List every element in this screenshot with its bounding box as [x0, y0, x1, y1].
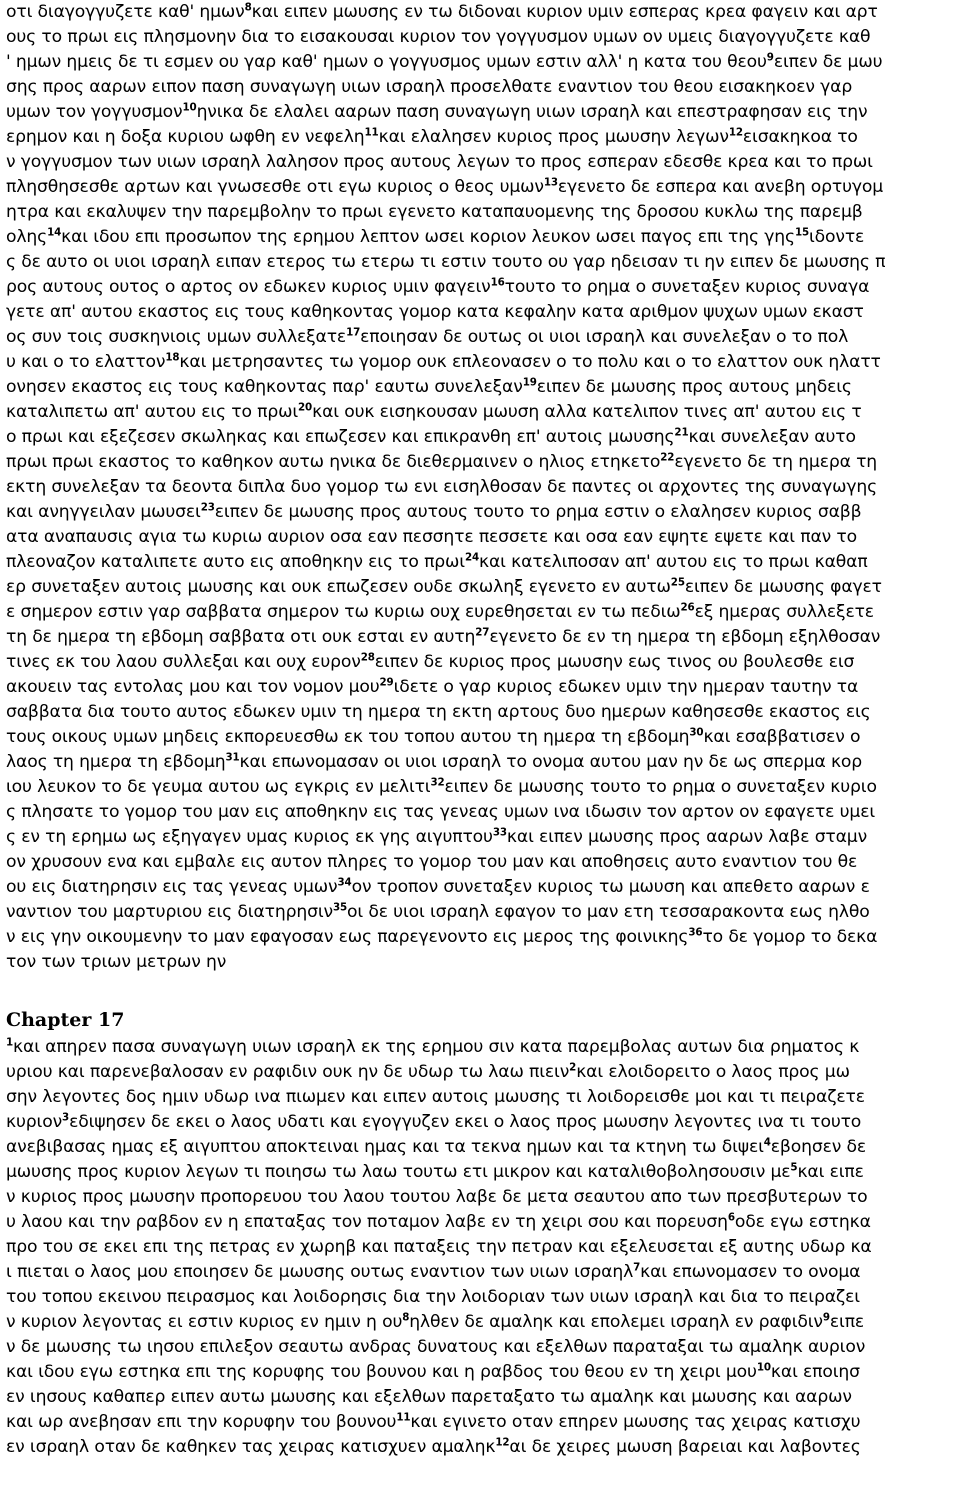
text-line: ου εις διατηρησιν εις τας γενεας υμων$^{34}$ον τροπον συνεταξεν κυριος τω μωυση και απεθετο ααρων ε [6, 876, 870, 897]
text-line: κυριον$^3$εδιψησεν δε εκει ο λαος υδατι και εγογγυζεν εκει ο λαος προς μωυσην λεγοντες ινα τι τουτο [6, 1111, 862, 1132]
text-line: ανεβιβασας ημας εξ αιγυπτου αποκτειναι ημας και τα τεκνα ημων και τα κτηνη τω διψει$^4$εβοησεν δε [6, 1136, 867, 1157]
text-line: ρος αυτους ουτος ο αρτος ον εδωκεν κυριος υμιν φαγειν$^{16}$τουτο το ρημα ο συνεταξεν κυριος συναγα [6, 276, 870, 297]
text-line: εν ιησους καθαπερ ειπεν αυτω μωυσης και εξελθων παρεταξατο τω αμαληκ και μωυσης και ααρων [6, 1387, 852, 1407]
verse-number: 22 [660, 451, 675, 464]
text-line: ος συν τοις συσκηνιοις υμων συλλεξατε$^{17}$εποιησαν δε ουτως οι υιοι ισραηλ και συνελεξαν ο το πολ [6, 326, 849, 347]
text-line: και ωρ ανεβησαν επι την κορυφην του βουνου$^{11}$και εγινετο οταν επηρεν μωυσης τας χειρας κατισχυ [6, 1411, 861, 1432]
text-line: καταλιπετω απ' αυτου εις το πρωι$^{20}$και ουκ εισηκουσαν μωυση αλλα κατελιπον τινες απ' αυτου εις τ [6, 401, 862, 422]
text-line: ακουειν τας εντολας μου και τον νομον μου$^{29}$ιδετε ο γαρ κυριος εδωκεν υμιν την ημεραν ταυτην τα [6, 676, 859, 697]
verse-number: 25 [670, 576, 685, 589]
verse-number: 32 [430, 776, 445, 789]
verse-number: 6 [727, 1211, 735, 1224]
verse-number: 3 [62, 1111, 70, 1124]
verse-number: 17 [346, 326, 361, 339]
text-line: ολης$^{14}$και ιδου επι προσωπον της ερημου λεπτον ωσει κοριον λευκον ωσει παγος επι της γης$^{15}$ιδοντε [6, 226, 865, 247]
verse-number: 9 [822, 1311, 830, 1324]
text-line: σαββατα δια τουτο αυτος εδωκεν υμιν τη ημερα τη εκτη αρτους δυο ημερων καθησεσθε εκαστος εις [6, 702, 871, 722]
chapter-heading: Chapter 17 [6, 1009, 125, 1031]
text-line: ερ συνεταξεν αυτοις μωυσης και ουκ επωζεσεν ουδε σκωληξ εγενετο εν αυτω$^{25}$ειπεν δε μωυσης φαγετ [6, 576, 882, 597]
verse-number: 2 [569, 1061, 577, 1074]
verse-number: 8 [402, 1311, 410, 1324]
verse-number: 11 [396, 1411, 411, 1424]
text-line: ερημον και η δοξα κυριου ωφθη εν νεφελη$^{11}$και ελαλησεν κυριος προς μωυσην λεγων$^{12}$εισακηκοα το [6, 126, 858, 147]
verse-number: 12 [728, 126, 743, 139]
verse-number: 4 [763, 1136, 771, 1149]
text-line: ν κυριον λεγοντας ει εστιν κυριος εν ημιν η $o\upsilon^8\eta\lambda\theta\varepsilon\nu$ δε αμαληκ και επολεμει ισραηλ εν ραφιδιν$^9$ειπε [6, 1311, 865, 1332]
text-line: ν γογγυσμον των υιων ισραηλ λαλησον προς αυτους λεγων το προς εσπεραν εδεσθε κρεα και το πρωι [6, 152, 873, 172]
text-line: του τοπου εκεινου πειρασμος και λοιδορησις δια την λοιδοριαν των υιων ισραηλ και δια το πειραζει [6, 1287, 860, 1307]
verse-number: 29 [379, 676, 394, 689]
text-line: υριου και παρενεβαλοσαν εν ραφιδιν ουκ ην δε υδωρ τω λαω πιειν$^2$και ελοιδορειτο ο λαος προς μω [6, 1061, 850, 1082]
text-line: ν δε μωυσης τω ιησου επιλεξον σεαυτω ανδρας δυνατους και εξελθων παραταξαι τω αμαληκ αυριον [6, 1337, 866, 1357]
verse-number: 1 [6, 1036, 14, 1049]
text-line: ' ημων ημεις δε τι εσμεν ου γαρ καθ' ημων ο γογγυσμος υμων εστιν αλλ' η κατα του θεου$^9$ειπεν δε μωυ [6, 51, 883, 72]
text-line: ον χρυσουν ενα και εμβαλε εις αυτον πληρες το γομορ του μαν και αποθησεις αυτο εναντιον του θε [6, 852, 858, 872]
text-line: ιου λευκον το δε γευμα αυτου ως εγκρις εν μελιτι$^{32}$ειπεν δε μωυσης τουτο το ρημα ο συνεταξεν κυριο [6, 776, 877, 797]
text-line: μωυσης προς κυριον λεγων τι ποιησω τω λαω τουτω ετι μικρον και καταλιθοβολησουσιν $\mu\varepsilon^5\kappa\alpha\iota$ ειπε [6, 1161, 864, 1182]
text-line: υμων τον γογγυσμον$^{10}$ηνικα δε ελαλει ααρων παση συναγωγη υιων ισραηλ και επεστραφησαν εις την [6, 101, 868, 122]
verse-number: 19 [522, 376, 537, 389]
verse-number: 28 [360, 651, 375, 664]
text-line: προ του σε εκει επι της πετρας εν χωρηβ και παταξεις την πετραν και εξελευσεται εξ αυτης υδωρ κα [6, 1237, 872, 1257]
verse-number: 8 [244, 1, 252, 14]
text-line: ο πρωι και εξεζεσεν σκωληκας και επωζεσεν και επικρανθη επ' αυτοις μωυσης$^{21}$και συνελεξαν αυτο [6, 426, 856, 447]
text-line: τον των τριων μετρων ην [6, 952, 227, 972]
verse-number: 14 [47, 226, 62, 239]
verse-number: 18 [165, 351, 180, 364]
verse-number: 20 [298, 401, 313, 414]
text-line: ι πιεται ο λαος μου εποιησεν δε μωυσης ουτως εναντιον των υιων ισραηλ$^7$και επωνομασεν το ονομα [6, 1261, 861, 1282]
text-line: ονησεν εκαστος εις τους καθηκοντας παρ' εαυτω συνελεξαν$^{19}$ειπεν δε μωυσης προς αυτους μηδεις [6, 376, 852, 397]
chapter-17-text [6, 1035, 954, 1460]
text-line: εκτη συνελεξαν τα δεοντα διπλα δυο γομορ τω ενι εισηλθοσαν δε παντες οι αρχοντες της συναγωγης [6, 477, 878, 497]
verse-number: 10 [182, 101, 197, 114]
chapter-16-text [6, 0, 954, 975]
verse-number: 36 [688, 926, 703, 939]
text-line: ναντιον του μαρτυριου εις διατηρησιν$^{35}$οι δε υιοι ισραηλ εφαγον το μαν ετη τεσσαρακοντα εως ηλθο [6, 901, 870, 922]
verse-number: 27 [475, 626, 490, 639]
text-line: γετε απ' αυτου εκαστος εις τους καθηκοντας γομορ κατα κεφαλην κατα αριθμον ψυχων υμων εκαστ [6, 302, 864, 322]
text-line: πλησθησεσθε αρτων και γνωσεσθε οτι εγω κυριος ο θεος υμων$^{13}$εγενετο δε εσπερα και ανεβη ορτυγομ [6, 176, 884, 197]
text-line: σης προς ααρων ειπον παση συναγωγη υιων ισραηλ προσελθατε εναντιον του θεου εισακηκοεν γαρ [6, 77, 853, 97]
verse-number: 5 [790, 1161, 798, 1174]
text-line: ατα αναπαυσις αγια τω κυριω αυριον οσα εαν πεσσητε πεσσετε και οσα εαν εψητε εψετε και παν το [6, 527, 857, 547]
verse-number: 31 [225, 751, 240, 764]
text-line: υ και ο το ελαττον$^{18}$και μετρησαντες τω γομορ ουκ επλεονασεν ο το πολυ και ο το ελαττον ουκ ηλαττ [6, 351, 881, 372]
text-line: πλεοναζον καταλιπετε αυτο εις αποθηκην εις το πρωι$^{24}$και κατελιποσαν απ' αυτου εις το πρωι καθαπ [6, 551, 868, 572]
text-line: ς δε αυτο οι υιοι ισραηλ ειπαν ετερος τω ετερω τι εστιν τουτο ου γαρ ηδεισαν τι ην ειπεν δε μωυσης π [6, 252, 886, 272]
verse-number: 15 [794, 226, 809, 239]
verse-number: 33 [492, 826, 507, 839]
text-line: και ανηγγειλαν μωυσει$^{23}$ειπεν δε μωυσης προς αυτους τουτο το ρημα εστιν ο ελαλησεν κυριος σαββ [6, 501, 862, 522]
verse-number: 16 [490, 276, 505, 289]
text-line: $^1$και απηρεν πασα συναγωγη υιων ισραηλ εκ της ερημου σιν κατα παρεμβολας αυτων δια ρηματος κ [6, 1036, 860, 1057]
text-line: ν κυριος προς μωυσην προπορευου του λαου τουτου λαβε δε μετα σεαυτου απο των πρεσβυτερων το [6, 1187, 868, 1207]
verse-number: 9 [766, 51, 774, 64]
verse-number: 26 [680, 601, 695, 614]
text-line: τινες εκ του λαου συλλεξαι και ουχ ευρον$^{28}$ειπεν δε κυριος προς μωυσην εως τινος ου βουλεσθε εισ [6, 651, 855, 672]
text-line: πρωι πρωι εκαστος το καθηκον αυτω ηνικα δε διεθερμαινεν ο ηλιος ετηκετο$^{22}$εγενετο δε τη ημερα τη [6, 451, 878, 472]
text-line: ους το πρωι εις πλησμονην δια το εισακουσαι κυριον τον γογγυσμον υμων ον υμεις διαγογγυζετε καθ [6, 27, 871, 47]
verse-number: 23 [200, 501, 215, 514]
verse-number: 11 [364, 126, 379, 139]
verse-number: 12 [495, 1436, 510, 1449]
text-line: λαος τη ημερα τη εβδομη$^{31}$και επωνομασαν οι υιοι ισραηλ το ονομα αυτου μαν ην δε ως σπερμα κορ [6, 751, 863, 772]
text-line: εν ισραηλ οταν δε καθηκεν τας χειρας κατισχυεν αμαληκ$^{12}$αι δε χειρες μωυση βαρειαι και λαβοντες [6, 1436, 861, 1457]
text-line: τους οικους υμων μηδεις εκπορευεσθω εκ του τοπου αυτου τη ημερα τη εβδομη$^{30}$και εσαββατισεν ο [6, 726, 861, 747]
text-line: υ λαου και την ραβδον εν η επαταξας τον ποταμον λαβε εν τη χειρι σου και πορευση$^6$οδε εγω εστηκα [6, 1211, 871, 1232]
text-line: ς πλησατε το γομορ του μαν εις αποθηκην εις τας γενεας υμων ινα ιδωσιν τον αρτον ον εφαγετε υμει [6, 802, 876, 822]
verse-number: 21 [674, 426, 689, 439]
text-line: ητρα και εκαλυψεν την παρεμβολην το πρωι εγενετο καταπαυομενης της δροσου κυκλω της παρεμβ [6, 202, 863, 222]
verse-number: 7 [633, 1261, 641, 1274]
verse-number: 35 [332, 901, 347, 914]
verse-number: 30 [689, 726, 704, 739]
text-line: τη δε ημερα τη εβδομη σαββατα οτι ουκ εσται εν αυτη$^{27}$εγενετο δε εν τη ημερα τη εβδομη εξηλθοσαν [6, 626, 881, 647]
text-line: ς εν τη ερημω ως εξηγαγεν υμας κυριος εκ γης αιγυπτου$^{33}$και ειπεν μωυσης προς ααρων λαβε σταμν [6, 826, 868, 847]
verse-number: 13 [543, 176, 558, 189]
verse-number: 24 [464, 551, 480, 564]
verse-number: 10 [756, 1361, 771, 1374]
text-line: σην λεγοντες δος ημιν υδωρ ινα πιωμεν και ειπεν αυτοις μωυσης τι λοιδορεισθε μοι και τι πειραζετε [6, 1087, 865, 1107]
text-line: ε σημερον εστιν γαρ σαββατα σημερον τω κυριω ουχ ευρεθησεται εν τω πεδιω$^{26}$εξ ημερας συλλεξετε [6, 601, 874, 622]
text-line: οτι διαγογγυζετε καθ' ημων$^8$και ειπεν μωυσης εν τω διδοναι κυριον υμιν εσπερας κρεα φαγειν και αρτ [6, 1, 878, 22]
text-line: ν εις γην οικουμενην το μαν εφαγοσαν εως παρεγενοντο εις μερος της φοινικης$^{36}$το δε γομορ το δεκα [6, 926, 878, 947]
verse-number: 34 [337, 876, 352, 889]
text-line: και ιδου εγω εστηκα επι της κορυφης του βουνου και η ραβδος του θεου εν τη χειρι μου$^{10}$και εποιησ [6, 1361, 860, 1382]
